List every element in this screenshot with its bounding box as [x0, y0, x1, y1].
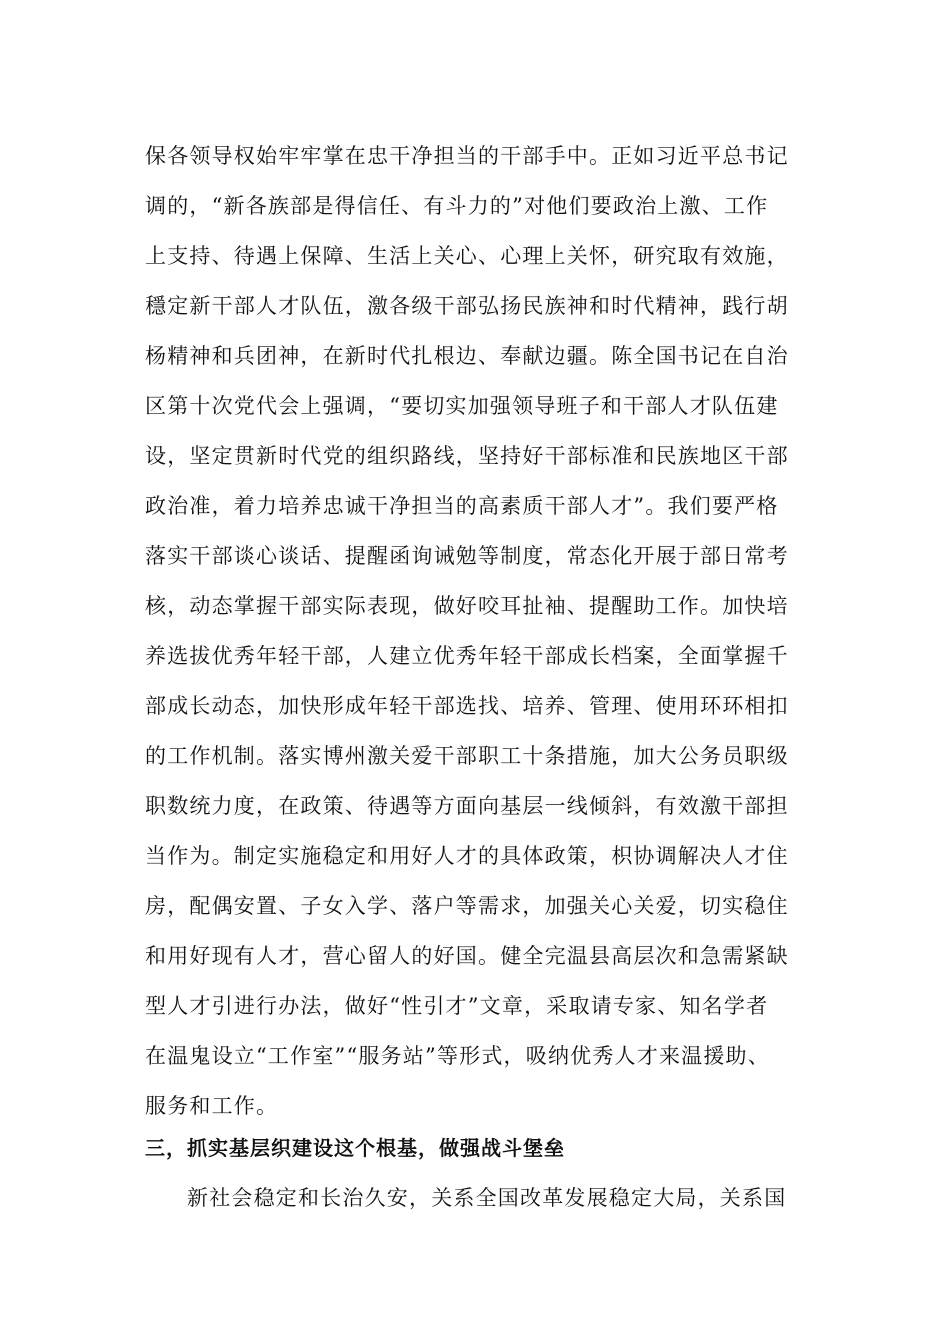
paragraph-line: 职数统力度，在政策、待遇等方面向基层一线倾斜，有效激干部担 — [145, 794, 789, 818]
paragraph-line: 当作为。制定实施稳定和用好人才的具体政策，枳协调解决人才住 — [145, 844, 789, 868]
paragraph-line: 上支持、待遇上保障、生活上关心、心理上关怀，研究取有效施， — [145, 244, 789, 268]
paragraph-line: 型人才引进行办法，做好“性引才”文章，采取请专家、知名学者 — [145, 994, 769, 1018]
paragraph-line: 区第十次党代会上强调，“要切实加强领导班子和干部人才队伍建 — [145, 394, 779, 418]
paragraph-line: 部成长动态，加快形成年轻干部选找、培养、管理、使用环环相扣 — [145, 694, 789, 718]
paragraph-line: 服务和工作。 — [145, 1094, 279, 1118]
paragraph-line: 和用好现有人才，营心留人的好国。健全完温县高层次和急需紧缺 — [145, 944, 789, 968]
section-heading: 三，抓实基层织建设这个根基，做强战斗堡垒 — [145, 1136, 565, 1160]
paragraph-line: 核，动态掌握干部实际表现，做好咬耳扯袖、提醒助工作。加快培 — [145, 594, 789, 618]
paragraph-line: 在温鬼设立“工作室”“服务站”等形式，吸纳优秀人才来温援助、 — [145, 1044, 770, 1068]
paragraph-line: 杨精神和兵团神，在新时代扎根边、奉献边疆。陈全国书记在自治 — [145, 344, 789, 368]
paragraph-line: 房，配偶安置、子女入学、落户等需求，加强关心关爱，切实稳住 — [145, 894, 789, 918]
body-paragraph — [145, 131, 825, 1131]
paragraph-line: 保各领导权始牢牢掌在忠干净担当的干部手中。正如习近平总书记 — [145, 144, 789, 168]
paragraph-line: 落实干部谈心谈话、提醒函询诫勉等制度，常态化开展于部日常考 — [145, 544, 789, 568]
paragraph-first-line: 新社会稳定和长治久安，关系全国改革发展稳定大局，关系国 — [187, 1186, 787, 1210]
paragraph-line: 政治准，着力培养忠诚干净担当的高素质干部人才”。我们要严格 — [145, 494, 779, 518]
paragraph-line: 的工作机制。落实博州激关爱干部职工十条措施，加大公务员职级 — [145, 744, 789, 768]
paragraph-line: 设，坚定贯新时代党的组织路线，坚持好干部标准和民族地区干部 — [145, 444, 789, 468]
paragraph-line: 调的，“新各族部是得信任、有斗力的”对他们要政治上激、工作 — [145, 194, 769, 218]
paragraph-line: 养选拔优秀年轻干部，人建立优秀年轻干部成长档案，全面掌握千 — [145, 644, 789, 668]
paragraph-line: 穩定新干部人才队伍，激各级干部弘扬民族神和时代精神，践行胡 — [145, 294, 789, 318]
